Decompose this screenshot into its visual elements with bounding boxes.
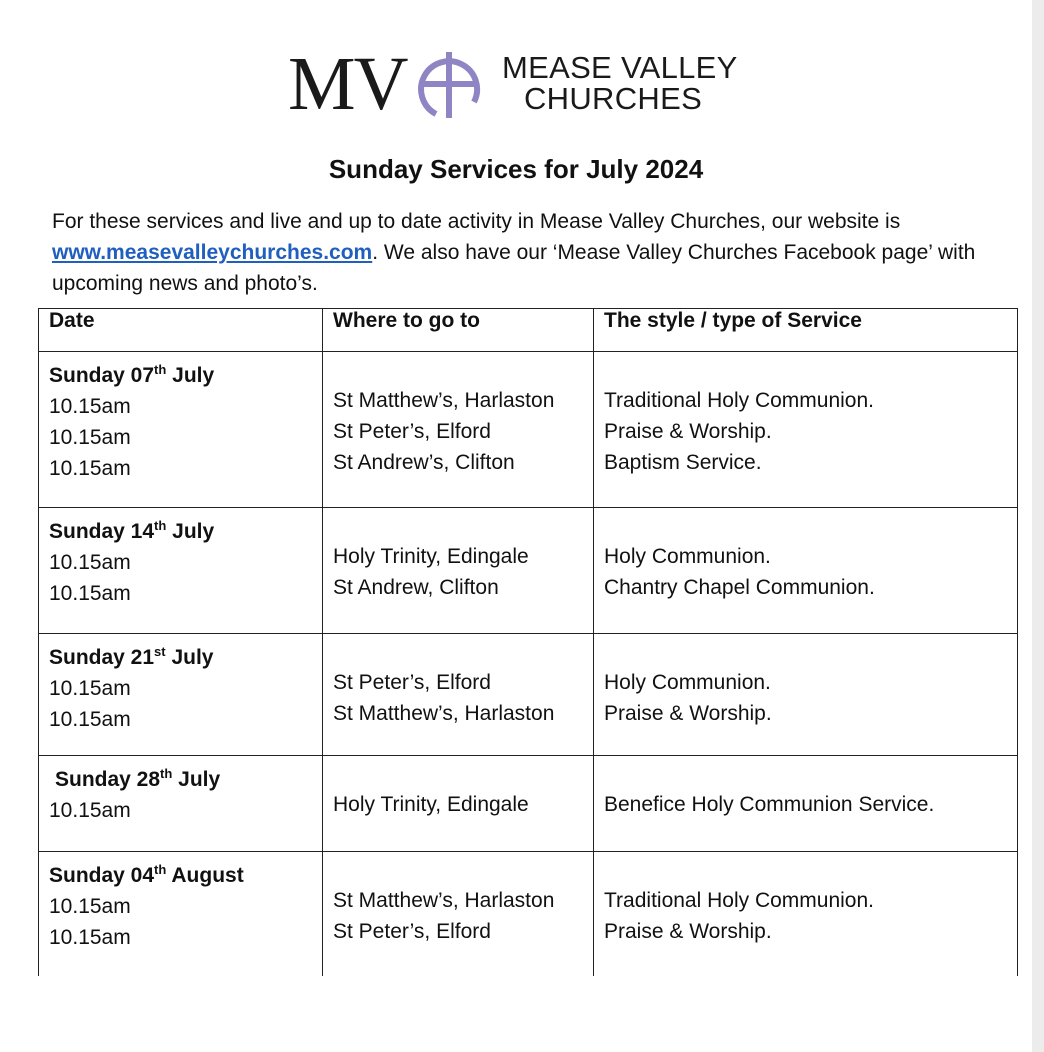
- cell-spacer: [333, 508, 583, 541]
- where-cell: [323, 508, 594, 634]
- service-style: Holy Communion.: [604, 545, 771, 568]
- service-style: Praise & Worship.: [604, 920, 772, 943]
- header-style: The style / type of Service: [594, 309, 1018, 352]
- where-cell: [323, 352, 594, 508]
- day-suffix: th: [154, 362, 167, 377]
- intro-paragraph: [52, 206, 982, 299]
- service-time: 10.15am: [49, 708, 131, 731]
- day-suffix: st: [154, 644, 166, 659]
- service-time: 10.15am: [49, 926, 131, 949]
- cell-spacer: [333, 852, 583, 885]
- day-label: [49, 758, 312, 795]
- day-month: July: [171, 646, 214, 669]
- church-name: St Matthew’s, Harlaston: [333, 389, 555, 412]
- service-time: 10.15am: [49, 395, 131, 418]
- table-row: [39, 352, 1018, 508]
- church-name: St Peter’s, Elford: [333, 671, 491, 694]
- where-cell: [323, 756, 594, 852]
- style-cell: [594, 352, 1018, 508]
- style-cell: [594, 756, 1018, 852]
- logo-line-1: MEASE VALLEY: [502, 50, 738, 85]
- day-month: July: [172, 520, 215, 543]
- church-name: St Matthew’s, Harlaston: [333, 889, 555, 912]
- church-name: St Andrew’s, Clifton: [333, 451, 515, 474]
- logo-line-2: CHURCHES: [524, 81, 703, 116]
- table-row: [39, 852, 1018, 976]
- day-month: August: [171, 864, 244, 887]
- day-label: [49, 854, 312, 891]
- where-cell: [323, 634, 594, 756]
- cell-spacer: [604, 634, 1007, 667]
- website-link[interactable]: www.measevalleychurches.com: [52, 241, 373, 264]
- day-number: Sunday 21: [49, 646, 155, 669]
- cell-spacer: [604, 352, 1007, 385]
- day-suffix: th: [154, 518, 167, 533]
- table-row: [39, 508, 1018, 634]
- service-style: Traditional Holy Communion.: [604, 889, 874, 912]
- day-label: [49, 354, 312, 391]
- service-style: Chantry Chapel Communion.: [604, 576, 875, 599]
- service-style: Baptism Service.: [604, 451, 762, 474]
- cell-spacer: [604, 508, 1007, 541]
- service-time: 10.15am: [49, 677, 131, 700]
- style-cell: [594, 508, 1018, 634]
- service-style: Traditional Holy Communion.: [604, 389, 874, 412]
- page-title: Sunday Services for July 2024: [328, 154, 704, 184]
- church-name: St Peter’s, Elford: [333, 920, 491, 943]
- cell-spacer: [333, 634, 583, 667]
- cell-spacer: [333, 756, 583, 789]
- service-time: 10.15am: [49, 551, 131, 574]
- style-cell: [594, 634, 1018, 756]
- header-date: Date: [39, 309, 323, 352]
- logo-wordmark: [502, 52, 738, 114]
- day-label: [49, 510, 312, 547]
- day-number: Sunday 14: [49, 520, 155, 543]
- intro-text-1: For these services and live and up to date activity in Mease Valley Churches, our website is: [52, 210, 901, 233]
- services-table: [38, 308, 1018, 976]
- day-month: July: [178, 768, 221, 791]
- date-cell: [39, 352, 323, 508]
- header-where: Where to go to: [323, 309, 594, 352]
- table-header-row: [39, 309, 1018, 352]
- church-name: Holy Trinity, Edingale: [333, 793, 529, 816]
- church-name: St Matthew’s, Harlaston: [333, 702, 555, 725]
- table-row: [39, 634, 1018, 756]
- day-number: Sunday 07: [49, 364, 155, 387]
- service-time: 10.15am: [49, 426, 131, 449]
- mease-valley-logo: [288, 44, 748, 124]
- service-time: 10.15am: [49, 582, 131, 605]
- date-cell: [39, 756, 323, 852]
- service-time: 10.15am: [49, 799, 131, 822]
- services-body: [39, 352, 1018, 976]
- church-name: Holy Trinity, Edingale: [333, 545, 529, 568]
- cross-circle-icon: [416, 48, 482, 120]
- intro-text-2: . We also have our ‘Mease Valley Churches Facebook page’ with upcoming news and photo’s.: [52, 241, 976, 295]
- page-edge: [1032, 0, 1044, 1052]
- date-cell: [39, 508, 323, 634]
- service-style: Praise & Worship.: [604, 420, 772, 443]
- service-time: 10.15am: [49, 895, 131, 918]
- service-style: Praise & Worship.: [604, 702, 772, 725]
- table-row: [39, 756, 1018, 852]
- date-cell: [39, 634, 323, 756]
- day-label: [49, 636, 312, 673]
- where-cell: [323, 852, 594, 976]
- day-month: July: [172, 364, 215, 387]
- style-cell: [594, 852, 1018, 976]
- logo-monogram: MV: [288, 42, 407, 126]
- service-style: Holy Communion.: [604, 671, 771, 694]
- day-number: Sunday 28: [55, 768, 161, 791]
- day-number: Sunday 04: [49, 864, 155, 887]
- cell-spacer: [333, 352, 583, 385]
- day-suffix: th: [154, 862, 167, 877]
- day-suffix: th: [160, 766, 173, 781]
- service-time: 10.15am: [49, 457, 131, 480]
- date-cell: [39, 852, 323, 976]
- church-name: St Peter’s, Elford: [333, 420, 491, 443]
- cell-spacer: [604, 852, 1007, 885]
- church-name: St Andrew, Clifton: [333, 576, 499, 599]
- cell-spacer: [604, 756, 1007, 789]
- service-style: Benefice Holy Communion Service.: [604, 793, 935, 816]
